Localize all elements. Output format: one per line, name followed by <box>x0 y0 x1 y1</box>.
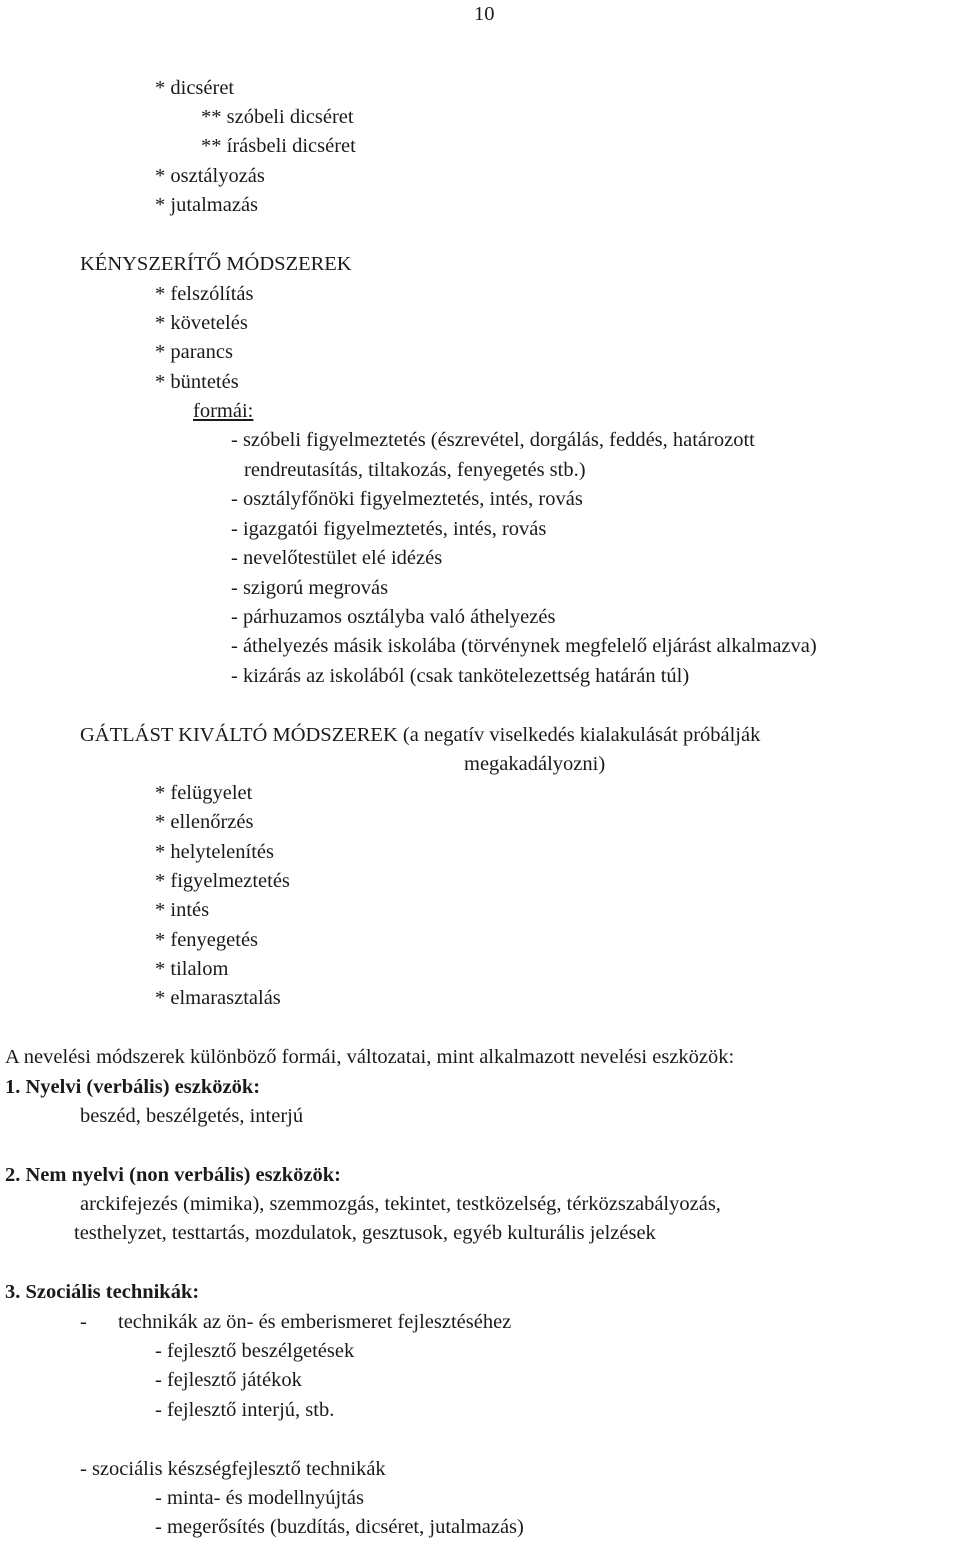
list-item-dicseret: * dicséret <box>155 77 235 99</box>
form-item: - szóbeli figyelmeztetés (észrevétel, dorgálás, feddés, határozott <box>231 429 755 451</box>
section-heading-gatlast: GÁTLÁST KIVÁLTÓ MÓDSZEREK (a negatív viselkedés kialakulását próbálják <box>80 724 761 746</box>
szocialis-subitem: - fejlesztő játékok <box>155 1369 302 1391</box>
section-title-szocialis: 3. Szociális technikák: <box>5 1281 200 1303</box>
form-item-continuation: rendreutasítás, tiltakozás, fenyegetés stb.) <box>244 459 586 481</box>
list-item-szobeli-dicseret: ** szóbeli dicséret <box>201 106 354 128</box>
list-item-osztalyozas: * osztályozás <box>155 165 265 187</box>
section-title-nyelvi: 1. Nyelvi (verbális) eszközök: <box>5 1076 261 1098</box>
form-item: - igazgatói figyelmeztetés, intés, rovás <box>231 518 547 540</box>
list-item: * ellenőrzés <box>155 811 254 833</box>
list-item-jutalmazas: * jutalmazás <box>155 194 259 216</box>
list-item: * felszólítás <box>155 283 254 305</box>
list-item: * intés <box>155 899 210 921</box>
list-item: * fenyegetés <box>155 929 259 951</box>
section-heading-gatlast-continuation: megakadályozni) <box>464 753 606 775</box>
page-number: 10 <box>474 3 495 25</box>
list-item: * figyelmeztetés <box>155 870 290 892</box>
list-item-irasbeli-dicseret: ** írásbeli dicséret <box>201 135 356 157</box>
list-item: * parancs <box>155 341 233 363</box>
section-title-nem-nyelvi: 2. Nem nyelvi (non verbális) eszközök: <box>5 1164 341 1186</box>
szocialis-subitem: - fejlesztő interjú, stb. <box>155 1399 335 1421</box>
form-item: - nevelőtestület elé idézés <box>231 547 443 569</box>
list-item: * büntetés <box>155 371 239 393</box>
nem-nyelvi-text-continuation: testhelyzet, testtartás, mozdulatok, gesztusok, egyéb kulturális jelzések <box>74 1222 656 1244</box>
list-item: * tilalom <box>155 958 229 980</box>
szocialis-item: technikák az ön- és emberismeret fejlesztéséhez <box>118 1311 512 1333</box>
nem-nyelvi-text: arckifejezés (mimika), szemmozgás, tekintet, testközelség, térközszabályozás, <box>80 1193 721 1215</box>
szocialis-subitem: - megerősítés (buzdítás, dicséret, jutalmazás) <box>155 1516 524 1538</box>
list-item: * helytelenítés <box>155 841 274 863</box>
list-item: * felügyelet <box>155 782 253 804</box>
szocialis-dash: - <box>80 1311 87 1333</box>
list-item: * elmarasztalás <box>155 987 281 1009</box>
form-item: - szigorú megrovás <box>231 577 389 599</box>
form-item: - kizárás az iskolából (csak tankötelezettség határán túl) <box>231 665 690 687</box>
formai-label: formái: <box>193 400 254 422</box>
szocialis-subitem: - fejlesztő beszélgetések <box>155 1340 355 1362</box>
szocialis-subitem: - minta- és modellnyújtás <box>155 1487 364 1509</box>
list-item: * követelés <box>155 312 248 334</box>
nyelvi-text: beszéd, beszélgetés, interjú <box>80 1105 304 1127</box>
szocialis-item: - szociális készségfejlesztő technikák <box>80 1458 386 1480</box>
section-heading-kenyszerito: KÉNYSZERÍTŐ MÓDSZEREK <box>80 253 352 275</box>
eszkozok-intro: A nevelési módszerek különböző formái, változatai, mint alkalmazott nevelési eszközök: <box>5 1046 735 1068</box>
form-item: - áthelyezés másik iskolába (törvénynek megfelelő eljárást alkalmazva) <box>231 635 817 657</box>
form-item: - osztályfőnöki figyelmeztetés, intés, rovás <box>231 488 583 510</box>
form-item: - párhuzamos osztályba való áthelyezés <box>231 606 556 628</box>
